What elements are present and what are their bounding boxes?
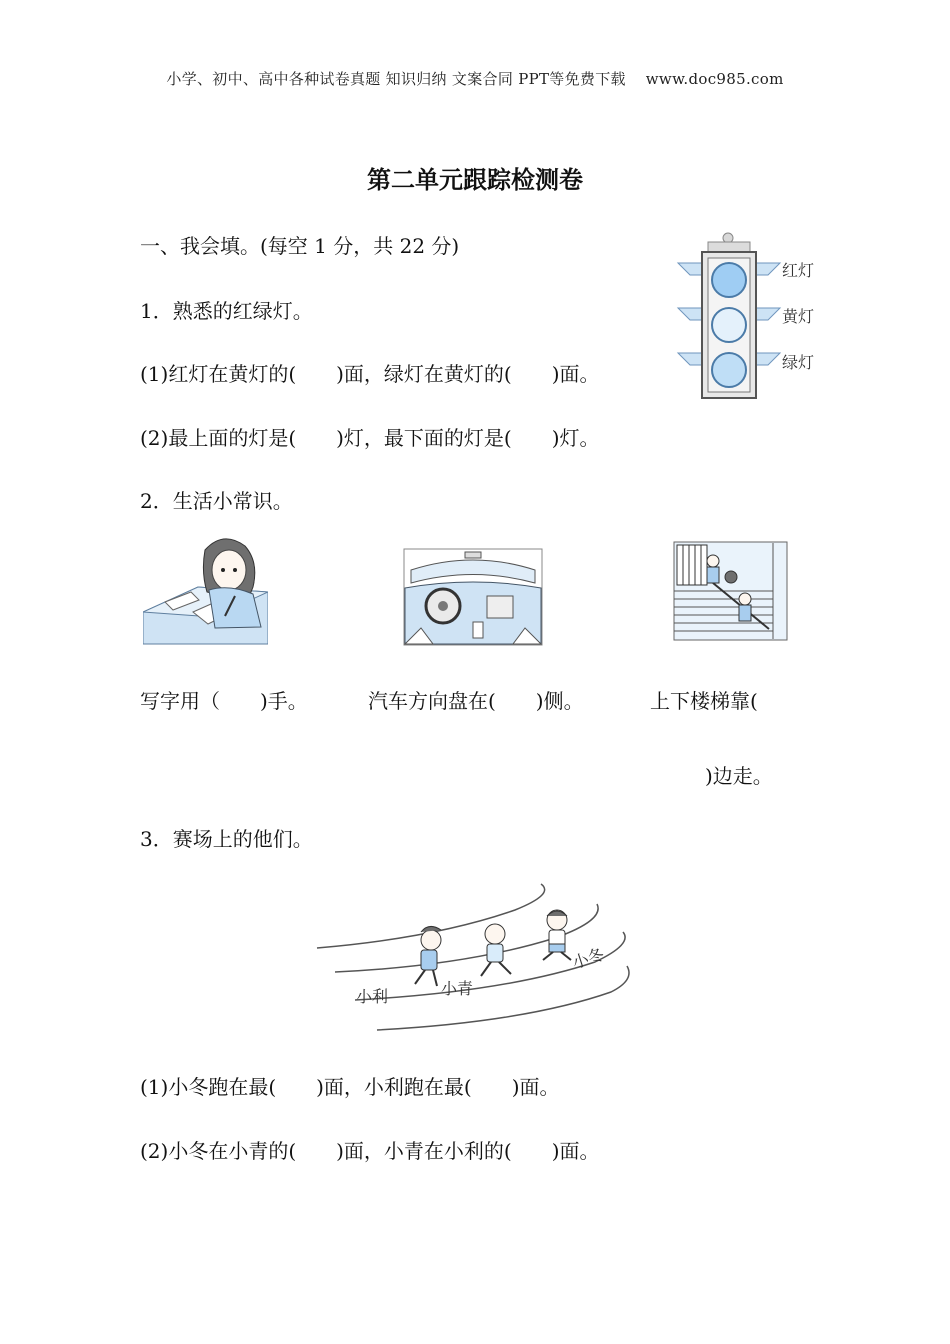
runner-xiaodong-icon — [543, 910, 571, 960]
girl-writing-illustration — [143, 532, 268, 647]
car-dashboard-illustration — [403, 548, 543, 646]
question-3-part-2: (2)小冬在小青的( )面，小青在小利的( )面。 — [140, 1139, 600, 1163]
question-2-item-1: 写字用（ )手。 — [140, 689, 308, 713]
question-2-title: 2．生活小常识。 — [140, 489, 293, 513]
question-1-title: 1．熟悉的红绿灯。 — [140, 299, 313, 323]
question-1-part-2: (2)最上面的灯是( )灯，最下面的灯是( )灯。 — [140, 426, 600, 450]
page-header — [0, 68, 950, 89]
section-heading: 一、我会填。(每空 1 分，共 22 分) — [140, 234, 460, 258]
red-light-label: 红灯 — [782, 261, 815, 280]
stairs-illustration — [673, 541, 788, 641]
runner-label-xiaoli: 小利 — [356, 987, 389, 1006]
runner-label-xiaoqing: 小青 — [441, 979, 474, 998]
green-light-icon — [712, 353, 746, 387]
runner-label-xiaodong: 小冬 — [570, 944, 607, 973]
yellow-light-label: 黄灯 — [782, 307, 815, 326]
yellow-light-icon — [712, 308, 746, 342]
red-light-icon — [712, 263, 746, 297]
question-2-item-2: 汽车方向盘在( )侧。 — [368, 689, 584, 713]
question-3-part-1: (1)小冬跑在最( )面，小利跑在最( )面。 — [140, 1075, 560, 1099]
question-2-item-3-end: )边走。 — [705, 764, 773, 788]
question-2-item-3-start: 上下楼梯靠( — [650, 689, 758, 713]
header-url: www.doc985.com — [645, 70, 784, 88]
question-3-title: 3．赛场上的他们。 — [140, 827, 313, 851]
page-title: 第二单元跟踪检测卷 — [367, 166, 583, 194]
runner-xiaoqing-icon — [481, 924, 511, 976]
green-light-label: 绿灯 — [782, 353, 815, 372]
header-text: 小学、初中、高中各种试卷真题 知识归纳 文案合同 PPT等免费下载 — [166, 70, 626, 88]
question-1-part-1: (1)红灯在黄灯的( )面，绿灯在黄灯的( )面。 — [140, 362, 600, 386]
